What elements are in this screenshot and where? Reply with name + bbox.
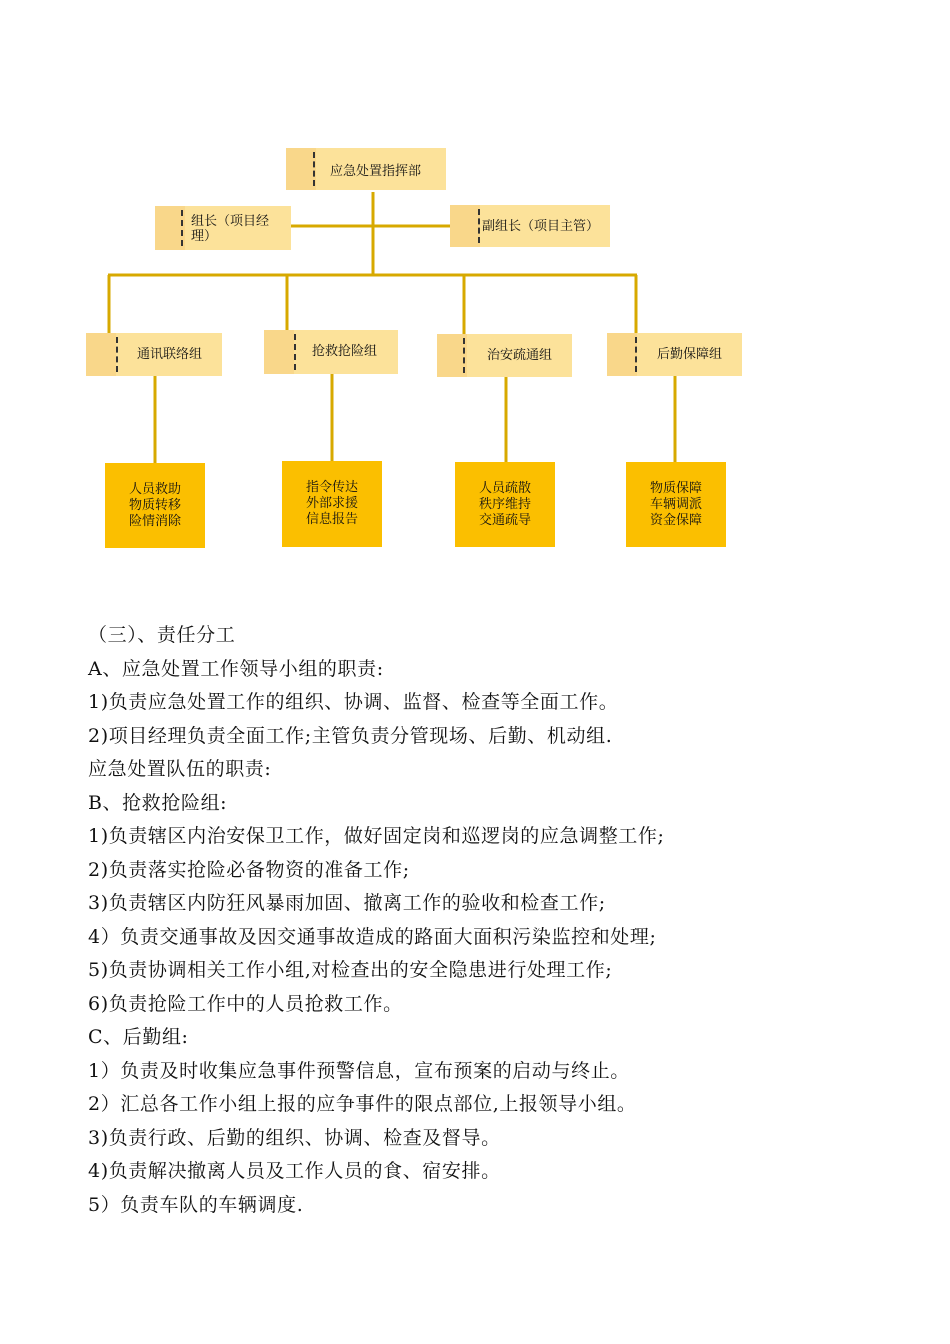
text-line: 3)负责辖区内防狂风暴雨加固、撤离工作的验收和检查工作;	[88, 892, 606, 914]
duty-item: 物质保障	[649, 480, 702, 496]
text-line: 2)负责落实抢险必备物资的准备工作;	[88, 858, 410, 881]
text-line: 1)负责应急处置工作的组织、协调、监督、检查等全面工作。	[88, 691, 619, 713]
duty-item: 外部求援	[305, 496, 358, 511]
org-chart	[0, 0, 950, 600]
group-label: 抢救抢险组	[312, 344, 378, 359]
deputy-box	[450, 205, 610, 247]
group-box-logistics	[607, 333, 742, 376]
text-line: 4）负责交通事故及因交通事故造成的路面大面积污染监控和处理;	[88, 925, 657, 948]
duty-item: 车辆调派	[649, 496, 702, 512]
leader-label: 组长（项目经理）	[191, 214, 270, 244]
duty-box-comms	[105, 463, 205, 548]
group-box-rescue	[264, 330, 398, 374]
text-line: 5）负责车队的车辆调度.	[88, 1193, 304, 1216]
duty-item: 险情消除	[128, 513, 181, 529]
text-line: C、后勤组:	[88, 1026, 189, 1048]
section-heading: （三）、责任分工	[88, 624, 236, 646]
duty-item: 资金保障	[649, 512, 702, 528]
group-label: 后勤保障组	[657, 347, 723, 362]
duty-item: 秩序维持	[478, 496, 531, 512]
text-line: 3)负责行政、后勤的组织、协调、检查及督导。	[88, 1126, 501, 1149]
duty-box-logistics	[626, 462, 726, 547]
leader-box	[155, 206, 291, 250]
group-box-comms	[86, 333, 222, 376]
duty-item: 人员救助	[128, 481, 181, 497]
text-line: 6)负责抢险工作中的人员抢救工作。	[88, 992, 403, 1015]
text-line: 2）汇总各工作小组上报的应争事件的限点部位,上报领导小组。	[88, 1093, 637, 1115]
duty-item: 信息报告	[305, 512, 358, 527]
text-line: 4)负责解决撤离人员及工作人员的食、宿安排。	[88, 1160, 501, 1182]
headquarters-box	[286, 148, 446, 190]
duty-item: 物质转移	[128, 497, 181, 513]
text-line: 1)负责辖区内治安保卫工作，做好固定岗和巡逻岗的应急调整工作;	[88, 825, 665, 847]
duty-box-security	[455, 462, 555, 547]
text-line: 2)项目经理负责全面工作;主管负责分管现场、后勤、机动组.	[88, 724, 613, 747]
group-label: 治安疏通组	[487, 348, 553, 363]
duty-item: 交通疏导	[478, 512, 531, 528]
group-label: 通讯联络组	[137, 347, 203, 362]
group-box-security	[437, 334, 572, 377]
text-line: 5)负责协调相关工作小组,对检查出的安全隐患进行处理工作;	[88, 959, 613, 981]
text-line: A、应急处置工作领导小组的职责:	[88, 657, 384, 680]
text-line: B、抢救抢险组:	[88, 791, 228, 814]
duty-box-rescue	[282, 461, 382, 547]
deputy-label: 副组长（项目主管）	[482, 219, 600, 234]
text-line: 1）负责及时收集应急事件预警信息，宣布预案的启动与终止。	[88, 1059, 630, 1082]
headquarters-label: 应急处置指挥部	[330, 164, 422, 179]
duty-item: 人员疏散	[478, 480, 531, 496]
duty-item: 指令传达	[305, 480, 358, 495]
text-line: 应急处置队伍的职责:	[88, 758, 272, 780]
responsibility-text	[88, 619, 908, 1222]
